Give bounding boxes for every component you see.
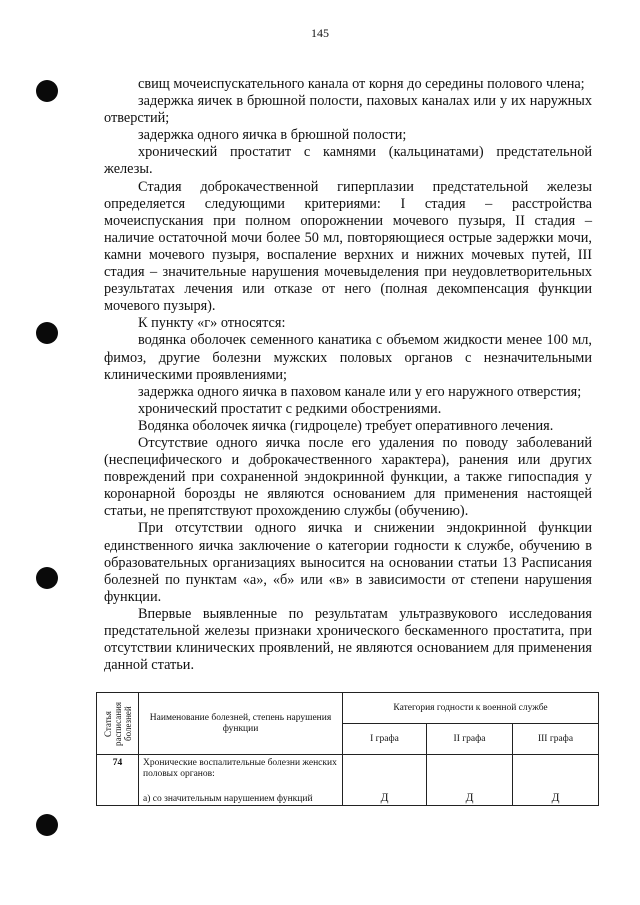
paragraph: К пункту «г» относятся:	[138, 315, 286, 332]
table-header-row	[97, 693, 599, 724]
paragraph: задержка одного яичка в брюшной полости;	[138, 127, 407, 144]
punch-hole	[36, 322, 58, 344]
paragraph: Стадия доброкачественной гиперплазии предстательной железы определяется следующими критериями: I стадия – расстройства мочеиспускания при полном опорожнении мочевого пузыря, II стадия – наличие остаточной мочи более 50 мл, повторяющиеся острые задержки мочи, камни мочевого пузыря, воспаление верхних и нижних мочевых путей, III стадия – значительные нарушения мочевыделения при неудовлетворительных результатах лечения или отказе от него (полная декомпенсация функции мочевого пузыря).	[104, 178, 592, 315]
paragraph: водянка оболочек семенного канатика с объемом жидкости менее 100 мл, фимоз, другие болезни мужских половых органов с незначительными клиническими проявлениями;	[104, 332, 592, 383]
paragraph: хронический простатит с редкими обострениями.	[138, 400, 442, 417]
paragraph: свищ мочеиспускательного канала от корня до середины полового члена;	[138, 76, 585, 92]
header-grafa-3: III графа	[513, 724, 599, 755]
grade-grafa-1: Д	[343, 755, 427, 806]
paragraph: Отсутствие одного яичка после его удаления по поводу заболеваний (неспецифического и доброкачественного характера), ранения или других повреждений при сохраненной эндокринной функции, а также гипоспадия у коронарной борозды не являются основанием для применения настоящей статьи, не препятствуют прохождению службы (обучению).	[104, 434, 592, 520]
header-grafa-1: I графа	[343, 724, 427, 755]
disease-title: Хронические воспалительные болезни женских половых органов:	[143, 758, 337, 779]
paragraph: задержка яичек в брюшной полости, паховых каналах или у их наружных отверстий;	[104, 93, 592, 127]
disease-item: а) со значительным нарушением функций	[143, 794, 313, 804]
paragraph: Водянка оболочек яичка (гидроцеле) требует оперативного лечения.	[138, 417, 554, 434]
grade-grafa-2: Д	[427, 755, 513, 806]
table-row	[97, 755, 599, 806]
document-body	[104, 76, 592, 674]
disease-cell	[139, 755, 343, 806]
header-category: Категория годности к военной службе	[343, 693, 599, 724]
article-number: 74	[97, 755, 139, 806]
paragraph: хронический простатит с камнями (кальцинатами) предстательной железы.	[104, 144, 592, 178]
page-number: 145	[311, 26, 329, 40]
paragraph: задержка одного яичка в паховом канале или у его наружного отверстия;	[138, 383, 582, 400]
paragraph: Впервые выявленные по результатам ультразвукового исследования предстательной железы признаки хронического бескаменного простатита, при отсутствии клинических проявлений, не являются основанием для применения данной статьи.	[104, 605, 592, 674]
punch-hole	[36, 567, 58, 589]
header-grafa-2: II графа	[427, 724, 513, 755]
header-article	[97, 693, 139, 755]
diseases-schedule-table	[96, 692, 599, 806]
paragraph: При отсутствии одного яичка и снижении эндокринной функции единственного яичка заключение о категории годности к службе, обучению в образовательных организациях выносится на основании статьи 13 Расписания болезней по пунктам «а», «б» или «в» в зависимости от степени нарушения функции.	[104, 520, 592, 605]
punch-hole	[36, 814, 58, 836]
header-article-label: Статья расписания болезней	[102, 701, 133, 746]
header-disease-name: Наименование болезней, степень нарушения функции	[139, 693, 343, 755]
grade-grafa-3: Д	[513, 755, 599, 806]
punch-hole	[36, 80, 58, 102]
